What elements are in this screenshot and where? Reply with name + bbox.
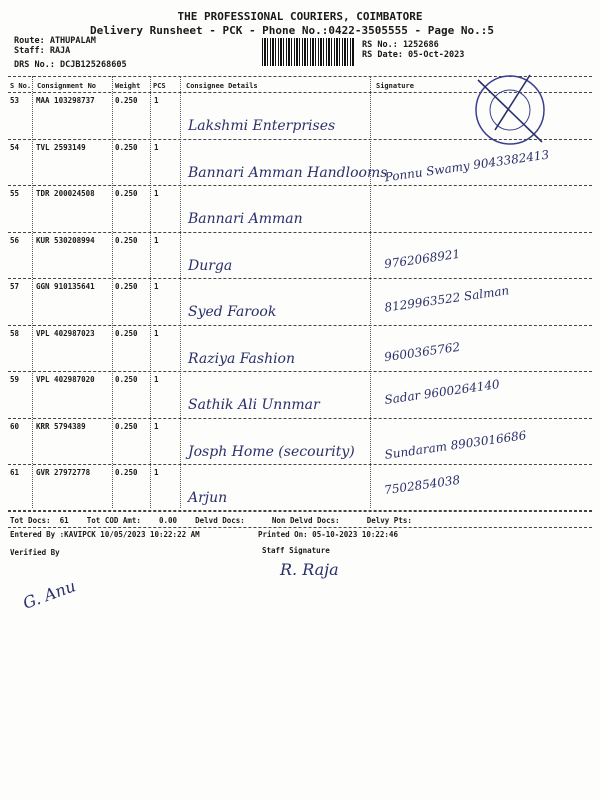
row-signature-hand: Sadar 9600264140 (383, 376, 501, 408)
rs-number: RS No.: 1252686 (362, 40, 439, 50)
barcode-icon (262, 38, 354, 66)
column-divider (150, 76, 151, 508)
row-consignee-hand: Arjun (188, 490, 228, 506)
row-consignee-hand: Raziya Fashion (188, 350, 296, 367)
row-sno: 54 (10, 142, 20, 152)
route-label: Route: ATHUPALAM (14, 36, 96, 46)
row-signature-hand: 8129963522 Salman (383, 283, 511, 315)
row-consignee-hand: Bannari Amman Handlooms (188, 164, 388, 181)
row-consignment-no: VPL 402987023 (36, 328, 95, 338)
row-signature-hand: 7502854038 (383, 472, 461, 498)
row-sno: 60 (10, 421, 20, 431)
row-sno: 55 (10, 189, 20, 198)
col-header-sno: S No. (10, 82, 32, 90)
row-consignment-no: KUR 530208994 (36, 235, 95, 245)
staff-signature-hand: R. Raja (280, 560, 339, 579)
row-pcs: 1 (154, 328, 159, 338)
row-pcs: 1 (154, 96, 159, 105)
column-divider (32, 76, 33, 508)
row-sno: 53 (10, 96, 20, 105)
row-weight: 0.250 (115, 235, 138, 245)
row-pcs: 1 (154, 282, 159, 291)
row-consignee-hand: Josph Home (secourity) (188, 443, 355, 460)
row-signature-hand: 9762068921 (383, 246, 461, 271)
col-header-consignee: Consignee Details (186, 82, 258, 90)
verified-signature-hand: G. Anu (20, 576, 79, 613)
row-consignment-no: GVR 27972778 (36, 468, 91, 477)
row-sno: 59 (10, 375, 20, 384)
totals-rule (8, 527, 592, 528)
row-pcs: 1 (154, 189, 159, 198)
document-title: THE PROFESSIONAL COURIERS, COIMBATORE (177, 10, 423, 23)
row-pcs: 1 (154, 375, 159, 384)
row-consignee-hand: Bannari Amman (188, 211, 303, 227)
row-weight: 0.250 (115, 189, 138, 198)
document-subtitle: Delivery Runsheet - PCK - Phone No.:0422-3505555 - Page No.:5 (90, 24, 494, 37)
entered-by: Entered By :KAVIPCK 10/05/2023 10:22:22 AM (10, 530, 200, 539)
totals-line: Tot Docs: 61 Tot COD Amt: 0.00 Delvd Docs: Non Delvd Docs: Delvy Pts: (10, 516, 412, 525)
col-header-weight: Weight (115, 82, 141, 90)
col-header-pcs: PCS (153, 82, 166, 90)
row-divider (8, 371, 592, 372)
row-consignment-no: VPL 402987020 (36, 375, 95, 384)
row-pcs: 1 (154, 235, 159, 245)
row-signature-hand: Ponnu Swamy 9043382413 (383, 147, 550, 184)
column-divider (112, 76, 113, 508)
col-header-signature: Signature (376, 82, 414, 90)
row-sno: 58 (10, 328, 20, 338)
row-divider (8, 278, 592, 279)
col-header-consignment: Consignment No (37, 82, 97, 90)
row-divider (8, 232, 592, 233)
row-divider (8, 464, 592, 465)
table-bottom-rule (8, 510, 592, 511)
row-weight: 0.250 (115, 328, 138, 338)
verified-by-label: Verified By (10, 548, 60, 557)
row-consignee-hand: Lakshmi Enterprises (188, 118, 336, 134)
row-pcs: 1 (154, 142, 159, 152)
row-consignment-no: TVL 2593149 (36, 142, 86, 152)
column-divider (180, 76, 181, 508)
row-weight: 0.250 (115, 375, 138, 384)
company-stamp-icon (470, 70, 550, 150)
row-divider (8, 325, 592, 326)
rs-date: RS Date: 05-Oct-2023 (362, 50, 465, 60)
row-signature-hand: 9600365762 (383, 339, 461, 364)
row-pcs: 1 (154, 421, 159, 431)
row-consignment-no: TDR 200024508 (36, 189, 95, 198)
staff-label: Staff: RAJA (14, 46, 71, 56)
row-weight: 0.250 (115, 282, 138, 291)
drs-number: DRS No.: DCJB125268605 (14, 60, 127, 70)
row-consignment-no: MAA 103298737 (36, 96, 95, 105)
row-divider (8, 185, 592, 186)
row-sno: 57 (10, 282, 20, 291)
printed-on: Printed On: 05-10-2023 10:22:46 (258, 530, 398, 539)
row-consignee-hand: Durga (188, 257, 233, 274)
row-consignment-no: KRR 5794389 (36, 421, 86, 431)
row-weight: 0.250 (115, 468, 138, 477)
row-consignment-no: GGN 910135641 (36, 282, 95, 291)
row-divider (8, 418, 592, 419)
row-signature-hand: Sundaram 8903016686 (383, 427, 528, 462)
row-weight: 0.250 (115, 421, 138, 431)
row-sno: 61 (10, 468, 20, 477)
staff-signature-label: Staff Signature (262, 546, 330, 555)
row-sno: 56 (10, 235, 20, 245)
row-consignee-hand: Syed Farook (188, 304, 277, 320)
row-pcs: 1 (154, 468, 159, 477)
row-weight: 0.250 (115, 96, 138, 105)
row-weight: 0.250 (115, 142, 138, 152)
row-consignee-hand: Sathik Ali Unnmar (188, 397, 320, 413)
column-divider (370, 76, 371, 508)
